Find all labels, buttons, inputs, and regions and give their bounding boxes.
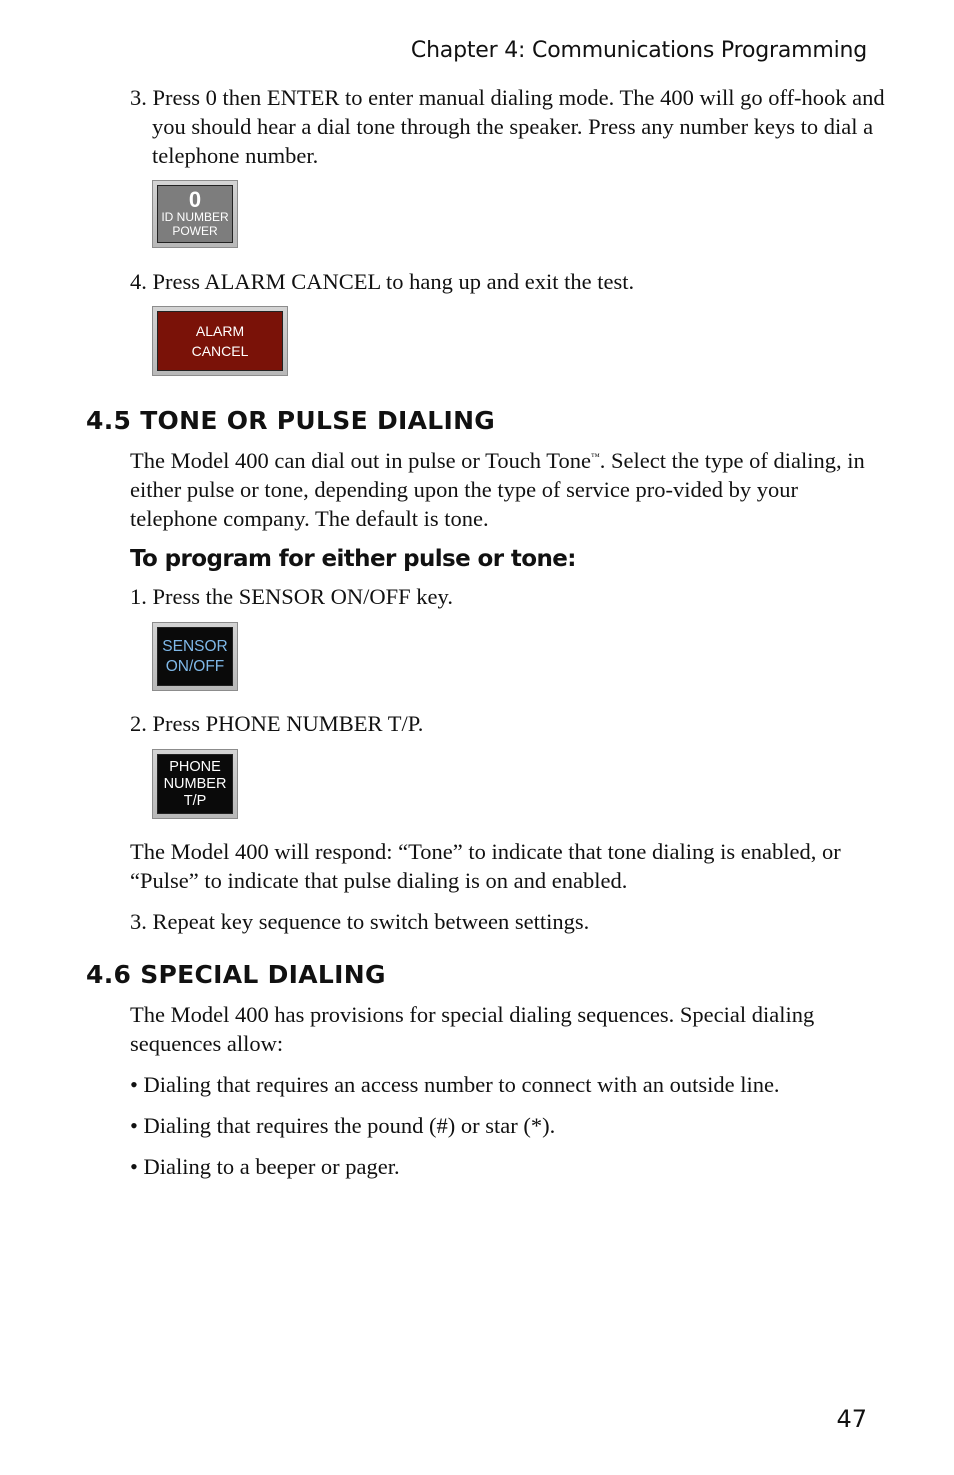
section-4-5-intro bbox=[130, 446, 870, 533]
key-sensor-line2: ON/OFF bbox=[165, 657, 225, 675]
section-heading-4-5: 4.5 TONE OR PULSE DIALING bbox=[86, 406, 496, 435]
key-alarm-cancel bbox=[152, 306, 288, 376]
intro-part2: . Select the type of dialing, in either pulse or tone, depending upon the type of service pro-vided by your telephone company. The default is tone. bbox=[130, 448, 865, 531]
trademark-symbol: ™ bbox=[590, 451, 600, 462]
step-2-phone-number-key: 2. Press PHONE NUMBER T/P. bbox=[130, 711, 424, 736]
response-paragraph: The Model 400 will respond: “Tone” to indicate that tone dialing is enabled, or “Pulse” to indicate that pulse dialing is on and enabled. bbox=[130, 839, 841, 893]
key-alarm-line2: CANCEL bbox=[191, 343, 249, 359]
page-number: 47 bbox=[836, 1405, 867, 1433]
step-3-repeat-sequence: 3. Repeat key sequence to switch between settings. bbox=[130, 909, 590, 934]
step-1-sensor-key: 1. Press the SENSOR ON/OFF key. bbox=[130, 584, 453, 609]
step-4-alarm-cancel: 4. Press ALARM CANCEL to hang up and exit the test. bbox=[130, 269, 635, 294]
key-phone-line3: T/P bbox=[183, 792, 207, 809]
bullet-access-number: • Dialing that requires an access number to connect with an outside line. bbox=[130, 1072, 780, 1097]
key-alarm-line1: ALARM bbox=[195, 323, 245, 339]
subheading-program-pulse-tone: To program for either pulse or tone: bbox=[130, 546, 576, 572]
running-header: Chapter 4: Communications Programming bbox=[410, 38, 867, 63]
intro-part1: The Model 400 can dial out in pulse or Touch Tone bbox=[130, 448, 591, 473]
section-4-6-intro: The Model 400 has provisions for special dialing sequences. Special dialing sequences allow: bbox=[130, 1002, 815, 1056]
bullet-beeper-pager: • Dialing to a beeper or pager. bbox=[130, 1154, 400, 1179]
bullet-pound-star: • Dialing that requires the pound (#) or star (*). bbox=[130, 1113, 556, 1138]
key-0-line1: ID NUMBER bbox=[161, 210, 229, 224]
section-heading-4-6: 4.6 SPECIAL DIALING bbox=[86, 960, 386, 989]
step-3-manual-dialing: 3. Press 0 then ENTER to enter manual dialing mode. The 400 will go off-hook and you should hear a dial tone through the speaker. Press any number keys to dial a telephone number. bbox=[130, 85, 885, 168]
key-0-id-number-power bbox=[152, 180, 238, 248]
key-0-digit: 0 bbox=[188, 187, 202, 212]
key-sensor-on-off bbox=[152, 622, 238, 691]
key-phone-number-tp bbox=[152, 749, 238, 819]
key-0-line2: POWER bbox=[172, 224, 218, 238]
key-sensor-line1: SENSOR bbox=[162, 637, 228, 655]
key-phone-line2: NUMBER bbox=[163, 775, 227, 792]
key-phone-line1: PHONE bbox=[169, 758, 221, 775]
